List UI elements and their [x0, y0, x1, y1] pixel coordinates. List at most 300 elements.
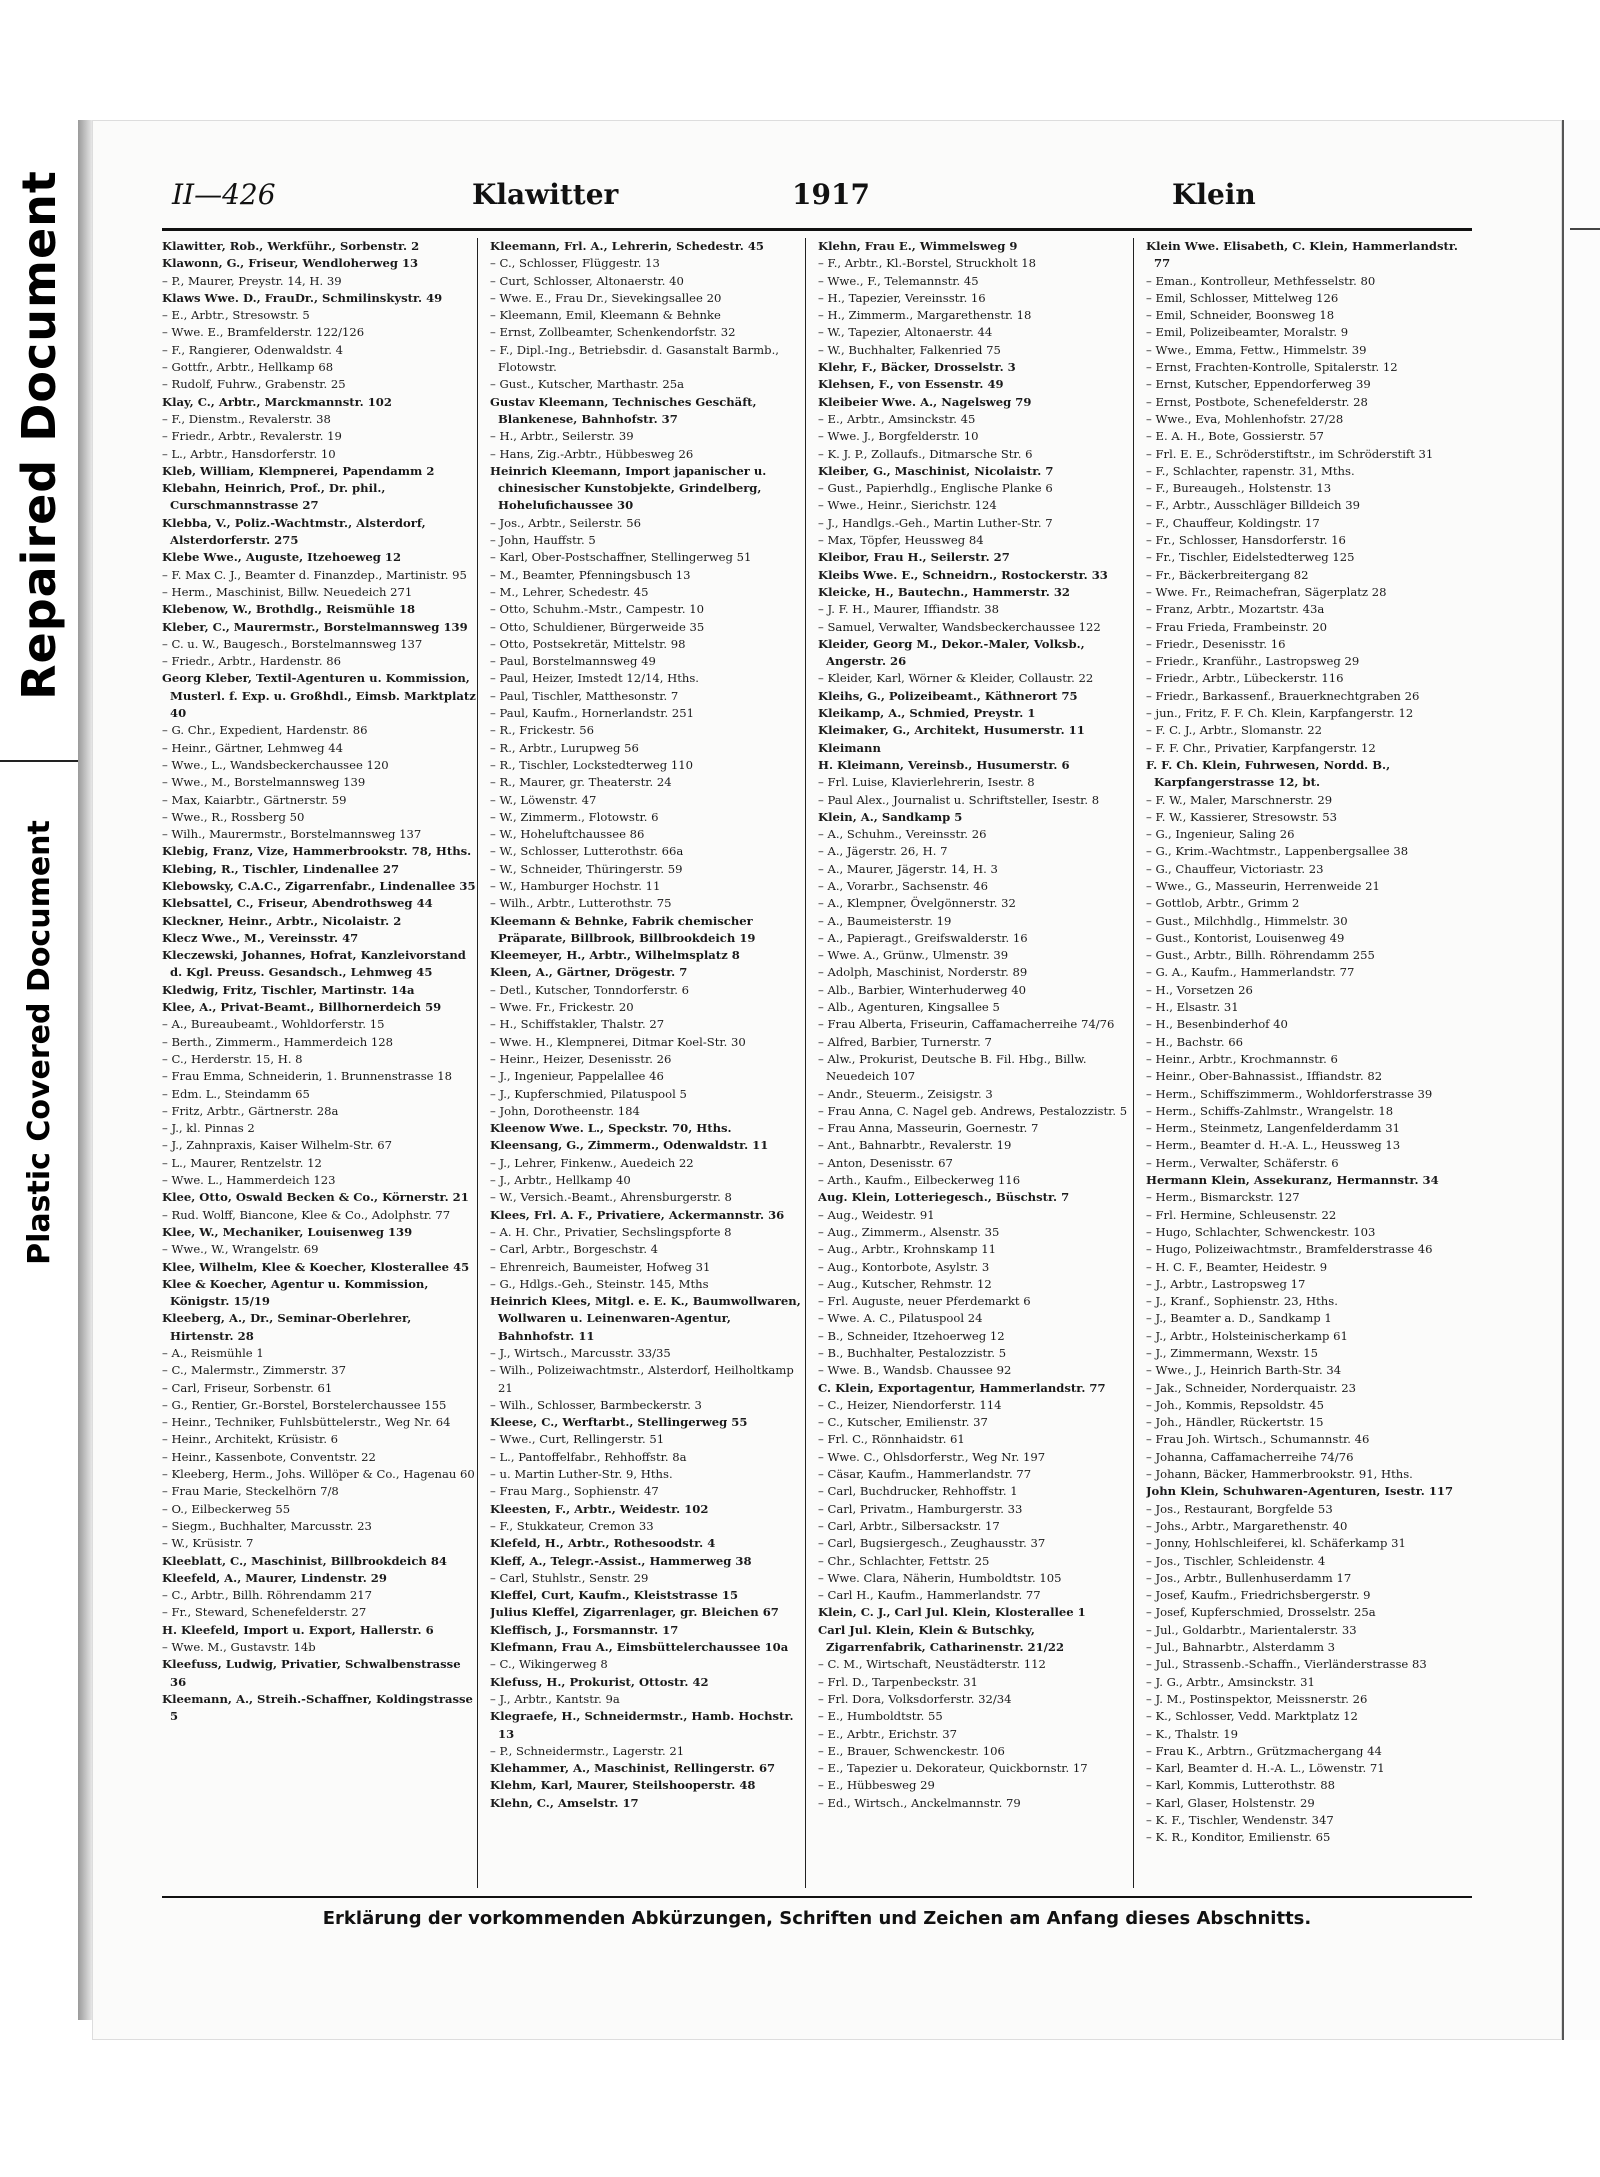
directory-entry: – J., Ingenieur, Pappelallee 46 — [490, 1069, 664, 1084]
directory-entry: – Gust., Milchhdlg., Himmelstr. 30 — [1146, 913, 1348, 928]
directory-entry: – Alfred, Barbier, Turnerstr. 7 — [818, 1034, 992, 1049]
directory-entry: – Frau Frieda, Frambeinstr. 20 — [1146, 619, 1327, 634]
directory-entry: – Curt, Schlosser, Altonaerstr. 40 — [490, 273, 684, 288]
directory-entry: – W., Hamburger Hochstr. 11 — [490, 878, 661, 893]
directory-entry: – H., Schiffstakler, Thalstr. 27 — [490, 1017, 665, 1032]
directory-entry: – Friedr., Kranführ., Lastropsweg 29 — [1146, 654, 1360, 669]
directory-entry: – Detl., Kutscher, Tonndorferstr. 6 — [490, 982, 690, 997]
directory-entry: – Andr., Steuerm., Zeisigstr. 3 — [818, 1086, 993, 1101]
directory-entry: Kleff, A., Telegr.-Assist., Hammerweg 38 — [490, 1553, 752, 1568]
directory-entry: – Wwe., L., Wandsbeckerchaussee 120 — [162, 757, 389, 772]
directory-entry: – W., Schlosser, Lutterothstr. 66a — [490, 844, 684, 859]
directory-entry: – O., Eilbeckerweg 55 — [162, 1501, 291, 1516]
directory-entry: – K., Schlosser, Vedd. Marktplatz 12 — [1146, 1709, 1358, 1724]
directory-entry: – Carl, Arbtr., Silbersackstr. 17 — [818, 1518, 1000, 1533]
directory-entry: Kledwig, Fritz, Tischler, Martinstr. 14a — [162, 982, 415, 997]
directory-entry: – Wwe. Clara, Näherin, Humboldtstr. 105 — [818, 1570, 1062, 1585]
directory-entry: Heinrich Klees, Mitgl. e. E. K., Baumwollwaren, Wollwaren u. Leinenwaren-Agentur, Bahnhofstr. 11 — [490, 1294, 801, 1343]
directory-entry: – Kleemann, Emil, Kleemann & Behnke — [490, 308, 721, 323]
plastic-covered-text: Plastic Covered Document — [21, 819, 57, 1265]
directory-entry: – P., Maurer, Preystr. 14, H. 39 — [162, 273, 342, 288]
directory-entry: – Otto, Schuhm.-Mstr., Campestr. 10 — [490, 602, 704, 617]
directory-entry: – Ernst, Postbote, Schenefelderstr. 28 — [1146, 394, 1368, 409]
directory-entry: – Frau Marie, Steckelhörn 7/8 — [162, 1484, 339, 1499]
directory-entry: – B., Schneider, Itzehoerweg 12 — [818, 1328, 1005, 1343]
directory-entry: – Siegm., Buchhalter, Marcusstr. 23 — [162, 1518, 372, 1533]
directory-entry: Georg Kleber, Textil-Agenturen u. Kommission, Musterl. f. Exp. u. Großhdl., Eimsb. Marktplatz 40 — [162, 671, 476, 721]
directory-entry: – C. u. W., Baugesch., Borstelmannsweg 137 — [162, 636, 423, 651]
directory-entry: – Max, Kaiarbtr., Gärtnerstr. 59 — [162, 792, 347, 807]
directory-entry: – J., Zahnpraxis, Kaiser Wilhelm-Str. 67 — [162, 1138, 393, 1153]
directory-entry: – Frau Joh. Wirtsch., Schumannstr. 46 — [1146, 1432, 1370, 1447]
directory-entry: – Herm., Schiffs-Zahlmstr., Wrangelstr. 18 — [1146, 1103, 1394, 1118]
directory-entry: Kleefeld, A., Maurer, Lindenstr. 29 — [162, 1570, 387, 1585]
directory-entry: – Herm., Beamter d. H.-A. L., Heussweg 13 — [1146, 1138, 1401, 1153]
directory-entry: – E., Tapezier u. Dekorateur, Quickbornstr. 17 — [818, 1761, 1088, 1776]
directory-entry: – P., Schneidermstr., Lagerstr. 21 — [490, 1743, 685, 1758]
directory-entry: – F., Bureaugeh., Holstenstr. 13 — [1146, 481, 1332, 496]
directory-entry: – Jak., Schneider, Norderquaistr. 23 — [1146, 1380, 1356, 1395]
directory-entry: Kleeberg, A., Dr., Seminar-Oberlehrer, Hirtenstr. 28 — [162, 1311, 412, 1343]
directory-entry: – Herm., Maschinist, Billw. Neuedeich 271 — [162, 584, 413, 599]
directory-entry: – Frl. Hermine, Schleusenstr. 22 — [1146, 1207, 1337, 1222]
directory-entry: – Wwe., W., Wrangelstr. 69 — [162, 1242, 319, 1257]
directory-entry: Klebig, Franz, Vize, Hammerbrookstr. 78, Hths. — [162, 844, 472, 859]
directory-entry: – Josef, Kupferschmied, Drosselstr. 25a — [1146, 1605, 1376, 1620]
directory-entry: Kleibeier Wwe. A., Nagelsweg 79 — [818, 394, 1032, 409]
directory-entry: – W., Löwenstr. 47 — [490, 792, 597, 807]
directory-entry: – E., Arbtr., Erichstr. 37 — [818, 1726, 957, 1741]
directory-entry: – Jos., Tischler, Schleidenstr. 4 — [1146, 1553, 1326, 1568]
directory-entry: Kleikamp, A., Schmied, Preystr. 1 — [818, 706, 1036, 721]
directory-entry: – Frl. Luise, Klavierlehrerin, Isestr. 8 — [818, 775, 1035, 790]
directory-entry: – F. C. J., Arbtr., Slomanstr. 22 — [1146, 723, 1323, 738]
directory-entry: – Hugo, Schlachter, Schwenckestr. 103 — [1146, 1224, 1376, 1239]
directory-entry: – F., Dipl.-Ing., Betriebsdir. d. Gasanstalt Barmb., Flotowstr. — [490, 342, 779, 375]
directory-entry: – Wwe., Curt, Rellingerstr. 51 — [490, 1432, 665, 1447]
directory-entry: – Samuel, Verwalter, Wandsbeckerchaussee 122 — [818, 619, 1101, 634]
directory-entry: Kleen, A., Gärtner, Drögestr. 7 — [490, 965, 688, 980]
directory-entry: Kleider, Georg M., Dekor.-Maler, Volksb., Angerstr. 26 — [818, 636, 1085, 669]
directory-entry: Klee, W., Mechaniker, Louisenweg 139 — [162, 1224, 413, 1239]
abbreviations-note: Erklärung der vorkommenden Abkürzungen, Schriften und Zeichen am Anfang dieses Abschnitts. — [322, 1908, 1312, 1929]
directory-entry: – G., Hdlgs.-Geh., Steinstr. 145, Mths — [490, 1276, 709, 1291]
directory-entry: – Friedr., Arbtr., Hardenstr. 86 — [162, 654, 342, 669]
directory-entry: – Wwe., Heinr., Sierichstr. 124 — [818, 498, 997, 513]
directory-entry: – jun., Fritz, F. F. Ch. Klein, Karpfangerstr. 12 — [1146, 706, 1414, 721]
directory-entry: – John, Dorotheenstr. 184 — [490, 1103, 640, 1118]
directory-entry: Kleczewski, Johannes, Hofrat, Kanzleivorstand d. Kgl. Preuss. Gesandsch., Lehmweg 45 — [162, 948, 466, 980]
directory-entry: – Rud. Wolff, Biancone, Klee & Co., Adolphstr. 77 — [162, 1207, 451, 1222]
directory-entry: – Fritz, Arbtr., Gärtnerstr. 28a — [162, 1103, 339, 1118]
directory-entry: – Paul, Borstelmannsweg 49 — [490, 654, 656, 669]
directory-entry: – Wwe. J., Borgfelderstr. 10 — [818, 429, 979, 444]
directory-entry: Kleckner, Heinr., Arbtr., Nicolaistr. 2 — [162, 913, 402, 928]
directory-entry: – F. Max C. J., Beamter d. Finanzdep., Martinistr. 95 — [162, 567, 467, 582]
footer-rule — [162, 1896, 1472, 1898]
directory-entry: – L., Maurer, Rentzelstr. 12 — [162, 1155, 322, 1170]
directory-entry: – K., Thalstr. 19 — [1146, 1726, 1239, 1741]
directory-entry: – G., Krim.-Wachtmstr., Lappenbergsallee 38 — [1146, 844, 1409, 859]
directory-entry: Klefuss, H., Prokurist, Ottostr. 42 — [490, 1674, 709, 1689]
directory-entry: – Herm., Steinmetz, Langenfelderdamm 31 — [1146, 1121, 1400, 1136]
directory-entry: – Wilh., Maurermstr., Borstelmannsweg 137 — [162, 827, 422, 842]
directory-entry: – J., Zimmermann, Wexstr. 15 — [1146, 1346, 1319, 1360]
directory-entry: – Arth., Kaufm., Eilbeckerweg 116 — [818, 1173, 1021, 1188]
directory-entry: Klein Wwe. Elisabeth, C. Klein, Hammerlandstr. 77 — [1146, 239, 1458, 271]
directory-entry: – Heinr., Ober-Bahnassist., Iffiandstr. 82 — [1146, 1069, 1383, 1084]
directory-entry: – Jos., Arbtr., Seilerstr. 56 — [490, 515, 642, 530]
directory-entry: Klecz Wwe., M., Vereinsstr. 47 — [162, 930, 359, 945]
directory-entry: Klawonn, G., Friseur, Wendloherweg 13 — [162, 256, 419, 271]
directory-entry: – Jul., Bahnarbtr., Alsterdamm 3 — [1146, 1640, 1336, 1655]
directory-entry: – G., Rentier, Gr.-Borstel, Borstelerchaussee 155 — [162, 1397, 447, 1412]
directory-entry: Klein, A., Sandkamp 5 — [818, 809, 963, 824]
directory-entry: – John, Hauffstr. 5 — [490, 533, 596, 548]
directory-entry: Klee, A., Privat-Beamt., Billhornerdeich 59 — [162, 1000, 442, 1015]
directory-entry: Heinrich Kleemann, Import japanischer u. chinesischer Kunstobjekte, Grindelberg, Hohelufichaussee 30 — [490, 463, 767, 513]
directory-entry: – Frl. Auguste, neuer Pferdemarkt 6 — [818, 1294, 1031, 1309]
directory-entry: – Frau Emma, Schneiderin, 1. Brunnenstrasse 18 — [162, 1069, 452, 1084]
directory-entry: – A., Schuhm., Vereinsstr. 26 — [818, 827, 987, 842]
directory-entry: Klehammer, A., Maschinist, Rellingerstr. 67 — [490, 1761, 776, 1776]
directory-entry: – C. M., Wirtschaft, Neustädterstr. 112 — [818, 1657, 1046, 1672]
directory-entry: – Heinr., Arbtr., Krochmannstr. 6 — [1146, 1051, 1338, 1066]
directory-entry: – Fr., Schlosser, Hansdorferstr. 16 — [1146, 533, 1346, 548]
directory-entry: – J., kl. Pinnas 2 — [162, 1121, 255, 1136]
directory-entry: – Frau Anna, Masseurin, Goernestr. 7 — [818, 1121, 1039, 1136]
directory-entry: – Ernst, Zollbeamter, Schenkendorfstr. 32 — [490, 325, 736, 340]
directory-entry: – R., Tischler, Lockstedterweg 110 — [490, 757, 693, 772]
directory-entry: – Josef, Kaufm., Friedrichsbergerstr. 9 — [1146, 1588, 1371, 1603]
directory-entry: Klebowsky, C.A.C., Zigarrenfabr., Lindenallee 35 — [162, 878, 476, 893]
directory-entry: – Franz, Arbtr., Mozartstr. 43a — [1146, 602, 1325, 617]
header-first-entry: Klawitter — [472, 178, 619, 211]
directory-entry: – R., Maurer, gr. Theaterstr. 24 — [490, 775, 672, 790]
directory-entry: – Frl. Dora, Volksdorferstr. 32/34 — [818, 1691, 1012, 1706]
directory-entry: – B., Buchhalter, Pestalozzistr. 5 — [818, 1346, 1007, 1360]
directory-entry: – Jul., Strassenb.-Schaffn., Vierländerstrasse 83 — [1146, 1657, 1427, 1672]
directory-entry: – E., Brauer, Schwenckestr. 106 — [818, 1743, 1005, 1758]
directory-entry: – E., Arbtr., Stresowstr. 5 — [162, 308, 310, 323]
directory-page — [92, 120, 1562, 2040]
directory-entry: – C., Arbtr., Billh. Röhrendamm 217 — [162, 1588, 372, 1603]
directory-entry: – Kleider, Karl, Wörner & Kleider, Collaustr. 22 — [818, 671, 1094, 686]
directory-entry: – W., Buchhalter, Falkenried 75 — [818, 342, 1001, 357]
directory-entry: – Wwe. L., Hammerdeich 123 — [162, 1173, 336, 1188]
directory-entry: – Gottlob, Arbtr., Grimm 2 — [1146, 896, 1300, 911]
directory-entry: Kleimaker, G., Architekt, Husumerstr. 11 — [818, 723, 1085, 738]
directory-entry: Klebahn, Heinrich, Prof., Dr. phil., Curschmannstrasse 27 — [162, 481, 386, 513]
directory-entry: – Wwe. H., Klempnerei, Ditmar Koel-Str. 30 — [490, 1034, 746, 1049]
directory-entry: – Gust., Papierhdlg., Englische Planke 6 — [818, 481, 1053, 496]
directory-entry: – Joh., Kommis, Repsoldstr. 45 — [1146, 1397, 1325, 1412]
directory-entry: – Carl, Friseur, Sorbenstr. 61 — [162, 1380, 333, 1395]
directory-entry: – J., Kupferschmied, Pilatuspool 5 — [490, 1086, 687, 1101]
directory-entry: – E. A. H., Bote, Gossierstr. 57 — [1146, 429, 1324, 444]
directory-entry: – Paul Alex., Journalist u. Schriftsteller, Isestr. 8 — [818, 792, 1100, 807]
directory-entry: Kleber, C., Maurermstr., Borstelmannsweg 139 — [162, 619, 468, 634]
directory-entry: – Karl, Ober-Postschaffner, Stellingerweg 51 — [490, 550, 752, 565]
header-rule — [162, 228, 1472, 231]
directory-entry: Kleeblatt, C., Maschinist, Billbrookdeich 84 — [162, 1553, 447, 1568]
directory-entry: – G., Ingenieur, Saling 26 — [1146, 827, 1295, 842]
directory-entry: – F., Arbtr., Kl.-Borstel, Struckholt 18 — [818, 256, 1037, 271]
directory-entry: – Fr., Tischler, Eidelstedterweg 125 — [1146, 550, 1355, 565]
directory-entry: – Frau Alberta, Friseurin, Caffamacherreihe 74/76 — [818, 1017, 1115, 1032]
directory-entry: – Emil, Polizeibeamter, Moralstr. 9 — [1146, 325, 1349, 340]
adjacent-page-rule — [1570, 228, 1600, 230]
directory-entry: – Edm. L., Steindamm 65 — [162, 1086, 310, 1101]
directory-entry: – Wwe., M., Borstelmannsweg 139 — [162, 775, 366, 790]
directory-column-2 — [490, 238, 806, 1888]
directory-entry: – A., Klempner, Övelgönnerstr. 32 — [818, 896, 1016, 911]
repaired-document-text: Repaired Document — [12, 170, 67, 700]
directory-entry: Kleese, C., Werftarbt., Stellingerweg 55 — [490, 1415, 748, 1430]
directory-entry: – F., Dienstm., Revalerstr. 38 — [162, 411, 331, 426]
directory-entry: – Otto, Schuldiener, Bürgerweide 35 — [490, 619, 705, 634]
directory-entry: Kleffisch, J., Forsmannstr. 17 — [490, 1622, 679, 1637]
directory-entry: – Wwe. Fr., Frickestr. 20 — [490, 1000, 634, 1015]
directory-entry: – Johanna, Caffamacherreihe 74/76 — [1146, 1449, 1354, 1464]
directory-entry: Gustav Kleemann, Technisches Geschäft, Blankenese, Bahnhofstr. 37 — [490, 394, 757, 426]
directory-entry: – Alw., Prokurist, Deutsche B. Fil. Hbg., Billw. Neuedeich 107 — [818, 1051, 1087, 1084]
directory-entry: – Gust., Arbtr., Billh. Röhrendamm 255 — [1146, 948, 1375, 963]
directory-entry: – A., Jägerstr. 26, H. 7 — [818, 844, 948, 859]
directory-entry: – Hans, Zig.-Arbtr., Hübbesweg 26 — [490, 446, 694, 461]
directory-entry: – Friedr., Arbtr., Revalerstr. 19 — [162, 429, 342, 444]
directory-entry: – J., Kranf., Sophienstr. 23, Hths. — [1146, 1294, 1338, 1309]
directory-entry: – H., Besenbinderhof 40 — [1146, 1017, 1288, 1032]
directory-entry: Klehn, Frau E., Wimmelsweg 9 — [818, 239, 1018, 253]
directory-entry: – Fr., Bäckerbreitergang 82 — [1146, 567, 1309, 582]
directory-entry: – Adolph, Maschinist, Norderstr. 89 — [818, 965, 1028, 980]
directory-entry: – Ehrenreich, Baumeister, Hofweg 31 — [490, 1259, 711, 1274]
directory-entry: Kleiber, G., Maschinist, Nicolaistr. 7 — [818, 463, 1054, 478]
directory-entry: – Wwe. B., Wandsb. Chaussee 92 — [818, 1363, 1012, 1378]
directory-entry: Kleefuss, Ludwig, Privatier, Schwalbenstrasse 36 — [162, 1657, 461, 1689]
directory-entry: – Karl, Glaser, Holstenstr. 29 — [1146, 1795, 1315, 1810]
directory-entry: Klees, Frl. A. F., Privatiere, Ackermannstr. 36 — [490, 1207, 785, 1222]
directory-entry: Carl Jul. Klein, Klein & Butschky, Zigarrenfabrik, Catharinenstr. 21/22 — [818, 1622, 1065, 1655]
directory-entry: Hermann Klein, Assekuranz, Hermannstr. 34 — [1146, 1173, 1439, 1188]
directory-entry: – Herm., Schiffszimmerm., Wohldorferstrasse 39 — [1146, 1086, 1433, 1101]
directory-entry: – H., Elsastr. 31 — [1146, 1000, 1239, 1015]
directory-entry: – Heinr., Gärtner, Lehmweg 44 — [162, 740, 343, 755]
directory-entry: – Wwe. A. C., Pilatuspool 24 — [818, 1311, 983, 1326]
directory-entry: Kleensang, G., Zimmerm., Odenwaldstr. 11 — [490, 1138, 769, 1153]
directory-entry: Kleihs, G., Polizeibeamt., Käthnerort 75 — [818, 688, 1078, 703]
directory-entry: Klebing, R., Tischler, Lindenallee 27 — [162, 861, 400, 876]
directory-entry: – H., Arbtr., Seilerstr. 39 — [490, 429, 634, 444]
directory-entry: – Karl, Kommis, Lutterothstr. 88 — [1146, 1778, 1336, 1793]
directory-entry: – Aug., Kontorbote, Asylstr. 3 — [818, 1259, 990, 1274]
directory-entry: H. Kleefeld, Import u. Export, Hallerstr. 6 — [162, 1622, 434, 1637]
directory-entry: Klebenow, W., Brothdlg., Reismühle 18 — [162, 602, 416, 617]
directory-entry: – Gust., Kutscher, Marthastr. 25a — [490, 377, 685, 392]
directory-entry: – Wwe. C., Ohlsdorferstr., Weg Nr. 197 — [818, 1449, 1046, 1464]
directory-entry: – u. Martin Luther-Str. 9, Hths. — [490, 1467, 673, 1482]
directory-entry: Klawitter, Rob., Werkführ., Sorbenstr. 2 — [162, 239, 420, 253]
directory-entry: – Karl, Beamter d. H.-A. L., Löwenstr. 71 — [1146, 1761, 1385, 1776]
directory-entry: – Emil, Schlosser, Mittelweg 126 — [1146, 290, 1339, 305]
directory-entry: Kleibs Wwe. E., Schneidrn., Rostockerstr. 33 — [818, 567, 1108, 582]
directory-entry: Kleimann — [818, 740, 881, 755]
directory-entry: – W., Schneider, Thüringerstr. 59 — [490, 861, 683, 876]
directory-entry: – E., Hübbesweg 29 — [818, 1778, 935, 1793]
directory-entry: – W., Krüsistr. 7 — [162, 1536, 254, 1551]
directory-entry: C. Klein, Exportagentur, Hammerlandstr. 77 — [818, 1380, 1106, 1395]
directory-entry: – Aug., Arbtr., Krohnskamp 11 — [818, 1242, 996, 1257]
directory-entry: – C., Malermstr., Zimmerstr. 37 — [162, 1363, 346, 1378]
directory-entry: – Wilh., Schlosser, Barmbeckerstr. 3 — [490, 1397, 702, 1412]
directory-entry: – Carl, Bugsiergesch., Zeughausstr. 37 — [818, 1536, 1046, 1551]
directory-entry: – M., Lehrer, Schedestr. 45 — [490, 584, 649, 599]
directory-entry: – Aug., Kutscher, Rehmstr. 12 — [818, 1276, 992, 1291]
directory-entry: – Frl. D., Tarpenbeckstr. 31 — [818, 1674, 978, 1689]
directory-entry: – M., Beamter, Pfenningsbusch 13 — [490, 567, 691, 582]
directory-entry: – R., Arbtr., Lurupweg 56 — [490, 740, 639, 755]
directory-entry: – H., Zimmerm., Margarethenstr. 18 — [818, 308, 1032, 323]
directory-entry: – F., Stukkateur, Cremon 33 — [490, 1518, 654, 1533]
directory-entry: Kleicke, H., Bautechn., Hammerstr. 32 — [818, 584, 1070, 599]
directory-entry: Klegraefe, H., Schneidermstr., Hamb. Hochstr. 13 — [490, 1709, 794, 1741]
directory-entry: Klee, Wilhelm, Klee & Koecher, Klosterallee 45 — [162, 1259, 470, 1274]
directory-entry: – K. F., Tischler, Wendenstr. 347 — [1146, 1813, 1334, 1828]
directory-entry: – A., Bureaubeamt., Wohldorferstr. 15 — [162, 1017, 385, 1032]
adjacent-page-edge — [1562, 120, 1600, 2040]
directory-entry: – Hugo, Polizeiwachtmstr., Bramfelderstrasse 46 — [1146, 1242, 1433, 1257]
directory-entry: Klehn, C., Amselstr. 17 — [490, 1795, 639, 1810]
directory-entry: – Frau Anna, C. Nagel geb. Andrews, Pestalozzistr. 5 — [818, 1103, 1128, 1118]
directory-entry: – H. C. F., Beamter, Heidestr. 9 — [1146, 1259, 1328, 1274]
page-binding-edge — [78, 120, 92, 2020]
directory-entry: – C., Herderstr. 15, H. 8 — [162, 1051, 303, 1066]
directory-entry: – Alb., Agenturen, Kingsallee 5 — [818, 1000, 1000, 1015]
directory-entry: – Kleeberg, Herm., Johs. Willöper & Co., Hagenau 60 — [162, 1467, 475, 1482]
directory-entry: – W., Hoheluftchaussee 86 — [490, 827, 645, 842]
page-number: II—426 — [172, 178, 276, 211]
directory-entry: – A., Vorarbr., Sachsenstr. 46 — [818, 878, 989, 893]
directory-entry: – Heinr., Techniker, Fuhlsbüttelerstr., Weg Nr. 64 — [162, 1415, 451, 1430]
directory-entry: – Wwe., J., Heinrich Barth-Str. 34 — [1146, 1363, 1342, 1378]
directory-entry: – A., Maurer, Jägerstr. 14, H. 3 — [818, 861, 998, 876]
page-header — [172, 178, 1472, 218]
directory-entry: – J., Wirtsch., Marcusstr. 33/35 — [490, 1346, 671, 1360]
directory-entry: – J., Arbtr., Lastropsweg 17 — [1146, 1276, 1306, 1291]
directory-entry: – Paul, Kaufm., Hornerlandstr. 251 — [490, 706, 694, 721]
directory-entry: – J., Arbtr., Hellkamp 40 — [490, 1173, 631, 1188]
directory-column-4 — [1146, 238, 1461, 1888]
directory-entry: – G. Chr., Expedient, Hardenstr. 86 — [162, 723, 368, 738]
directory-entry: – Wilh., Polizeiwachtmstr., Alsterdorf, Heilholtkamp 21 — [490, 1363, 794, 1395]
directory-entry: Kleemann, A., Streih.-Schaffner, Koldingstrasse 5 — [162, 1691, 473, 1724]
directory-entry: – Emil, Schneider, Boonsweg 18 — [1146, 308, 1335, 323]
directory-entry: – Alb., Barbier, Winterhuderweg 40 — [818, 982, 1026, 997]
directory-entry: – Heinr., Heizer, Desenisstr. 26 — [490, 1051, 672, 1066]
directory-entry: – A., Reismühle 1 — [162, 1346, 264, 1360]
directory-entry: – F. W., Maler, Marschnerstr. 29 — [1146, 792, 1333, 807]
directory-entry: Klebsattel, C., Friseur, Abendrothsweg 44 — [162, 896, 433, 911]
directory-entry: Kleibor, Frau H., Seilerstr. 27 — [818, 550, 1010, 565]
directory-entry: Klehm, Karl, Maurer, Steilshooperstr. 48 — [490, 1778, 756, 1793]
directory-entry: – Wwe. Fr., Reimachefran, Sägerplatz 28 — [1146, 584, 1387, 599]
directory-entry: – C., Heizer, Niendorferstr. 114 — [818, 1397, 1002, 1412]
directory-entry: Klebe Wwe., Auguste, Itzehoeweg 12 — [162, 550, 402, 565]
directory-entry: – F., Chauffeur, Koldingstr. 17 — [1146, 515, 1320, 530]
directory-entry: Kleemann & Behnke, Fabrik chemischer Präparate, Billbrook, Billbrookdeich 19 — [490, 913, 756, 945]
directory-entry: – K. R., Konditor, Emilienstr. 65 — [1146, 1830, 1331, 1845]
directory-entry: – H., Tapezier, Vereinsstr. 16 — [818, 290, 986, 305]
directory-entry: – Wwe., Emma, Fettw., Himmelstr. 39 — [1146, 342, 1367, 357]
directory-entry: – J. G., Arbtr., Amsinckstr. 31 — [1146, 1674, 1315, 1689]
directory-entry: – A., Papieragt., Greifswalderstr. 16 — [818, 930, 1028, 945]
directory-entry: – Chr., Schlachter, Fettstr. 25 — [818, 1553, 990, 1568]
directory-entry: – Rudolf, Fuhrw., Grabenstr. 25 — [162, 377, 346, 392]
directory-entry: – Wwe., Eva, Mohlenhofstr. 27/28 — [1146, 411, 1344, 426]
directory-entry: John Klein, Schuhwaren-Agenturen, Isestr. 117 — [1146, 1484, 1454, 1499]
directory-entry: – F. W., Kassierer, Stresowstr. 53 — [1146, 809, 1337, 824]
directory-entry: – Jos., Restaurant, Borgfelde 53 — [1146, 1501, 1333, 1516]
directory-entry: – Heinr., Kassenbote, Conventstr. 22 — [162, 1449, 376, 1464]
directory-entry: Klebba, V., Poliz.-Wachtmstr., Alsterdorf, Alsterdorferstr. 275 — [162, 515, 426, 548]
directory-entry: – E., Humboldtstr. 55 — [818, 1709, 943, 1724]
directory-column-3 — [818, 238, 1134, 1888]
directory-entry: – Wwe. A., Grünw., Ulmenstr. 39 — [818, 948, 1009, 963]
directory-entry: H. Kleimann, Vereinsb., Husumerstr. 6 — [818, 757, 1070, 772]
directory-entry: Kleesten, F., Arbtr., Weidestr. 102 — [490, 1501, 709, 1516]
directory-entry: – Fr., Steward, Schenefelderstr. 27 — [162, 1605, 367, 1620]
directory-entry: – C., Wikingerweg 8 — [490, 1657, 608, 1672]
directory-entry: – Carl, Arbtr., Borgeschstr. 4 — [490, 1242, 659, 1257]
directory-entry: – Eman., Kontrolleur, Methfesselstr. 80 — [1146, 273, 1376, 288]
header-year: 1917 — [792, 178, 870, 211]
directory-entry: – G. A., Kaufm., Hammerlandstr. 77 — [1146, 965, 1355, 980]
directory-entry: – H., Bachstr. 66 — [1146, 1034, 1244, 1049]
directory-entry: – F., Rangierer, Odenwaldstr. 4 — [162, 342, 344, 357]
directory-entry: – Otto, Postsekretär, Mittelstr. 98 — [490, 636, 686, 651]
directory-entry: – Frau K., Arbtrn., Grützmachergang 44 — [1146, 1743, 1382, 1758]
directory-entry: – C., Kutscher, Emilienstr. 37 — [818, 1415, 988, 1430]
directory-entry: Klay, C., Arbtr., Marckmannstr. 102 — [162, 394, 392, 409]
directory-entry: Klee, Otto, Oswald Becken & Co., Körnerstr. 21 — [162, 1190, 469, 1205]
directory-entry: – J., Arbtr., Holsteinischerkamp 61 — [1146, 1328, 1348, 1343]
directory-entry: Aug. Klein, Lotteriegesch., Büschstr. 7 — [818, 1190, 1070, 1205]
directory-entry: – Carl H., Kaufm., Hammerlandstr. 77 — [818, 1588, 1041, 1603]
directory-entry: – Carl, Buchdrucker, Rehhoffstr. 1 — [818, 1484, 1018, 1499]
directory-entry: – Aug., Weidestr. 91 — [818, 1207, 935, 1222]
directory-entry: Klefeld, H., Arbtr., Rothesoodstr. 4 — [490, 1536, 716, 1551]
directory-entry: Kleenow Wwe. L., Speckstr. 70, Hths. — [490, 1121, 732, 1136]
directory-entry: – Max, Töpfer, Heussweg 84 — [818, 533, 984, 548]
directory-entry: – F., Schlachter, rapenstr. 31, Mths. — [1146, 463, 1355, 478]
directory-entry: – Friedr., Barkassenf., Brauerknechtgraben 26 — [1146, 688, 1420, 703]
directory-entry: – Frl. C., Rönnhaidstr. 61 — [818, 1432, 965, 1447]
directory-entry: Klee & Koecher, Agentur u. Kommission, Königstr. 15/19 — [162, 1276, 429, 1309]
directory-entry: – Gust., Kontorist, Louisenweg 49 — [1146, 930, 1345, 945]
directory-entry: – Wwe. E., Frau Dr., Sievekingsallee 20 — [490, 290, 722, 305]
directory-entry: – Heinr., Architekt, Krüsistr. 6 — [162, 1432, 339, 1447]
directory-entry: Klehr, F., Bäcker, Drosselstr. 3 — [818, 360, 1016, 375]
directory-entry: – Anton, Desenisstr. 67 — [818, 1155, 953, 1170]
directory-entry: – Wwe. M., Gustavstr. 14b — [162, 1640, 316, 1655]
directory-entry: – Johs., Arbtr., Margarethenstr. 40 — [1146, 1518, 1348, 1533]
directory-entry: – Paul, Heizer, Imstedt 12/14, Hths. — [490, 671, 699, 686]
directory-entry: – F. F. Chr., Privatier, Karpfangerstr. 12 — [1146, 740, 1376, 755]
directory-entry: – A. H. Chr., Privatier, Sechslingspforte 8 — [490, 1224, 732, 1239]
directory-column-1 — [162, 238, 478, 1888]
directory-entry: – Cäsar, Kaufm., Hammerlandstr. 77 — [818, 1467, 1032, 1482]
